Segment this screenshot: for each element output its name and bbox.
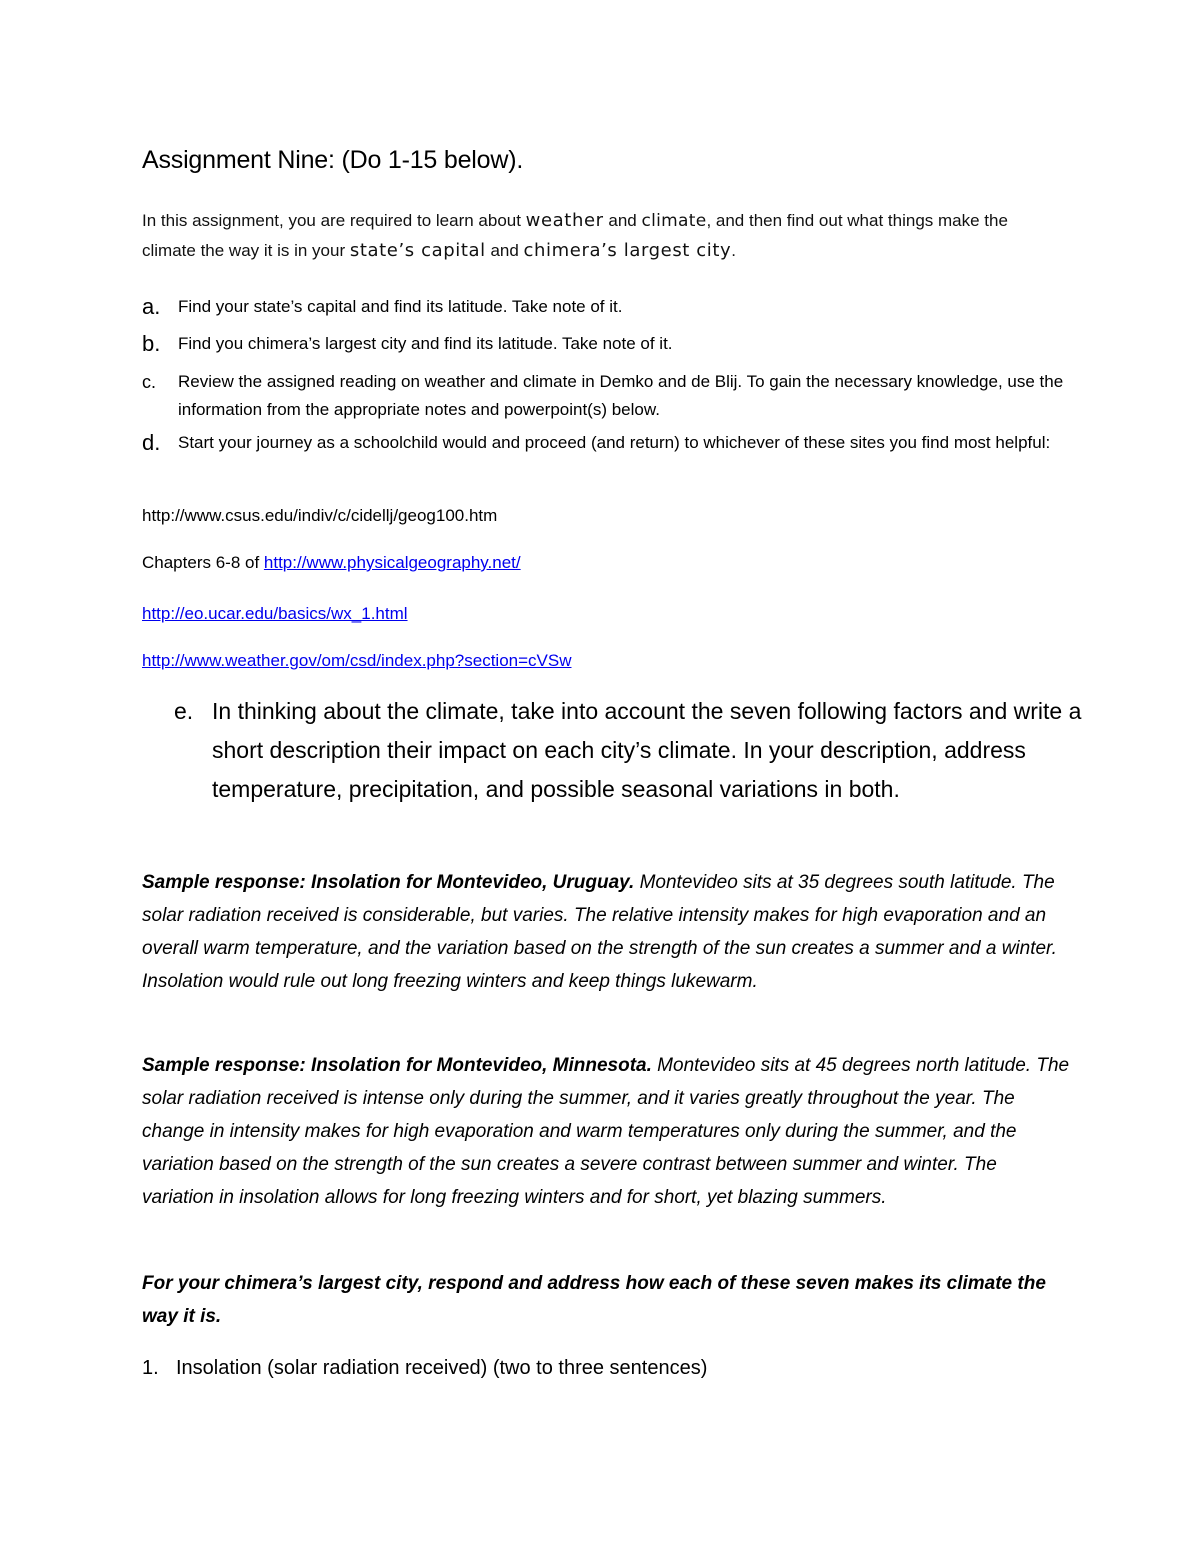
intro-text-4: and	[485, 241, 524, 260]
list-text-a: Find your state’s capital and find its latitude. Take note of it.	[178, 297, 623, 316]
page-title: Assignment Nine: (Do 1-15 below).	[142, 146, 524, 174]
url-line-2	[142, 551, 521, 575]
list-item-c	[142, 368, 1068, 424]
intro-climate: climate	[641, 211, 707, 231]
sample-text-uruguay: Montevideo sits at 35 degrees south latitude. The solar radiation received is considerable, but varies. The relative intensity makes for high evaporation and an overall warm temperature, and the variation based on the strength of the sun creates a summer and a winter. Insolation would rule out long freezing winters and keep things lukewarm.	[142, 872, 1057, 992]
list-marker-d: d.	[142, 430, 161, 455]
list-item-a	[142, 293, 1068, 321]
chimera-question: For your chimera’s largest city, respond and address how each of these seven makes its climate the way it is.	[142, 1273, 1046, 1327]
intro-state-capital: state’s capital	[349, 240, 486, 261]
list-text-e: In thinking about the climate, take into account the seven following factors and write a short description their impact on each city’s climate. In your description, address temperature, precipitation, and possible seasonal variations in both.	[212, 698, 1082, 802]
numbered-text-1: Insolation (solar radiation received) (two to three sentences)	[176, 1357, 708, 1379]
list-item-d	[142, 429, 1068, 457]
csus-url[interactable]: http://www.csus.edu/indiv/c/cidellj/geog100.htm	[142, 506, 498, 525]
list-marker-b: b.	[142, 331, 161, 356]
intro-text-5: .	[731, 241, 737, 260]
sample-response-uruguay	[142, 866, 1072, 998]
ucar-link[interactable]: http://eo.ucar.edu/basics/wx_1.html	[142, 604, 408, 623]
intro-text-3: , and then find out what things make the climate the way it is in your	[142, 211, 1008, 260]
list-marker-c: c.	[142, 372, 157, 392]
url-line-1	[142, 504, 497, 528]
chapters-prefix: Chapters 6-8 of	[142, 553, 264, 572]
list-item-b	[142, 330, 1068, 358]
weather-gov-link[interactable]: http://www.weather.gov/om/csd/index.php?section=cVSw	[142, 651, 572, 670]
list-marker-e: e.	[174, 698, 194, 724]
list-text-d: Start your journey as a schoolchild would and proceed (and return) to whichever of these sites you find most helpful:	[178, 433, 1051, 452]
url-line-3	[142, 602, 408, 626]
list-item-e	[174, 692, 1082, 809]
intro-paragraph	[142, 206, 1062, 265]
intro-weather: weather	[525, 210, 604, 231]
sample-text-minnesota: Montevideo sits at 45 degrees north latitude. The solar radiation received is intense only during the summer, and it varies greatly throughout the year. The change in intensity makes for high evaporation and warm temperatures only during the summer, and the variation based on the strength of the sun creates a severe contrast between summer and winter. The variation in insolation allows for long freezing winters and for short, yet blazing summers.	[142, 1055, 1070, 1208]
intro-chimera-city: chimera’s largest city	[523, 240, 732, 261]
sample-label-uruguay: Sample response: Insolation for Montevideo, Uruguay.	[142, 872, 635, 893]
list-text-c: Review the assigned reading on weather and climate in Demko and de Blij. To gain the necessary knowledge, use the information from the appropriate notes and powerpoint(s) below.	[178, 372, 1064, 419]
numbered-marker-1: 1.	[142, 1357, 159, 1379]
intro-text-1: In this assignment, you are required to learn about	[142, 211, 526, 230]
sample-label-minnesota: Sample response: Insolation for Montevideo, Minnesota.	[142, 1055, 652, 1076]
intro-text-2: and	[603, 211, 642, 230]
numbered-item-1	[142, 1352, 707, 1384]
url-line-4	[142, 649, 571, 673]
sample-response-minnesota	[142, 1049, 1072, 1214]
list-text-b: Find you chimera’s largest city and find its latitude. Take note of it.	[178, 334, 673, 353]
physicalgeography-link[interactable]: http://www.physicalgeography.net/	[263, 553, 521, 572]
list-marker-a: a.	[142, 294, 161, 319]
